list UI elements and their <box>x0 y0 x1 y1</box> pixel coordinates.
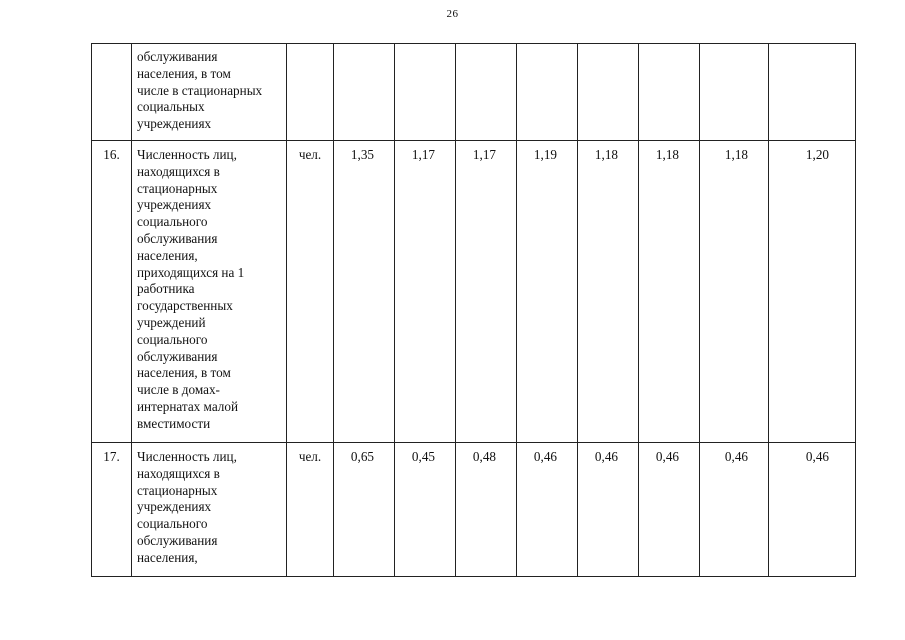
row-number-cell: 17. <box>92 443 132 577</box>
table-row-continuation <box>92 44 856 141</box>
value-cell: 0,45 <box>395 443 456 577</box>
value-cell: 0,46 <box>517 443 578 577</box>
value-cell: 1,17 <box>456 141 517 443</box>
value-cell <box>395 44 456 141</box>
value-cell: 0,46 <box>578 443 639 577</box>
value-cell <box>334 44 395 141</box>
value-cell: 1,18 <box>700 141 769 443</box>
value-cell <box>700 44 769 141</box>
value-cell <box>639 44 700 141</box>
value-cell <box>517 44 578 141</box>
value-cell <box>578 44 639 141</box>
value-cell: 1,19 <box>517 141 578 443</box>
indicator-name-cell: Численность лиц, находящихся в стационарных учреждениях социального обслуживания населения, приходящихся на 1 работника государственных учреждений социального обслуживания населения, в том числе в домах- интернатах малой вместимости <box>132 141 287 443</box>
value-cell: 0,46 <box>769 443 856 577</box>
value-cell: 0,48 <box>456 443 517 577</box>
value-cell: 1,35 <box>334 141 395 443</box>
value-cell: 0,46 <box>639 443 700 577</box>
table-row-16 <box>92 141 856 443</box>
value-cell <box>456 44 517 141</box>
value-cell: 1,18 <box>578 141 639 443</box>
value-cell: 0,65 <box>334 443 395 577</box>
page-number: 26 <box>446 8 459 20</box>
indicator-table <box>91 43 856 577</box>
value-cell <box>769 44 856 141</box>
value-cell: 1,18 <box>639 141 700 443</box>
row-number-cell <box>92 44 132 141</box>
indicator-name-cell: обслуживания населения, в том числе в стационарных социальных учреждениях <box>132 44 287 141</box>
table-row-17 <box>92 443 856 577</box>
unit-cell <box>287 44 334 141</box>
value-cell: 1,17 <box>395 141 456 443</box>
value-cell: 0,46 <box>700 443 769 577</box>
indicator-name-cell: Численность лиц, находящихся в стационарных учреждениях социального обслуживания населения, <box>132 443 287 577</box>
unit-cell: чел. <box>287 443 334 577</box>
value-cell: 1,20 <box>769 141 856 443</box>
row-number-cell: 16. <box>92 141 132 443</box>
unit-cell: чел. <box>287 141 334 443</box>
